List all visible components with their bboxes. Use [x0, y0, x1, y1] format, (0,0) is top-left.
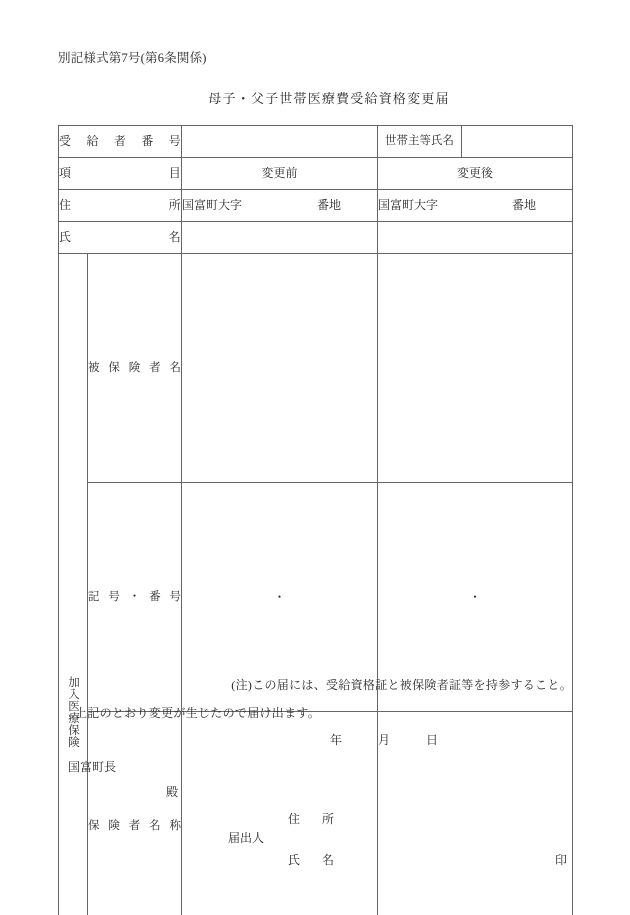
- name-after-value[interactable]: [378, 222, 573, 254]
- form-number: 別記様式第7号(第6条関係): [58, 51, 207, 65]
- addressee-honorific: 殿: [166, 785, 179, 799]
- statement-text: 上記のとおり変更が生じたので届け出ます。: [75, 706, 321, 720]
- submission-date-month: 月: [378, 733, 391, 747]
- address-after-value[interactable]: [378, 190, 573, 222]
- table-row-insured-name: [59, 254, 573, 483]
- address-before-value[interactable]: [182, 190, 378, 222]
- table-row-headers: [59, 158, 573, 190]
- table-row-address: [59, 190, 573, 222]
- applicant-label: 届出人: [228, 831, 265, 845]
- name-before-value[interactable]: [182, 222, 378, 254]
- table-row-name: [59, 222, 573, 254]
- address-before-prefix: 国富町大字: [182, 198, 243, 212]
- note-text: (注)この届には、受給資格証と被保険者証等を持参すること。: [231, 678, 572, 692]
- recipient-number-value[interactable]: [182, 126, 378, 158]
- insurance-symbol-number-before-value[interactable]: ・: [182, 483, 378, 712]
- addressee-mayor: 国富町長: [68, 760, 117, 774]
- address-after-suffix: 番地: [512, 198, 537, 212]
- table-row-recipient-number: [59, 126, 573, 158]
- submission-date-year: 年: [330, 733, 343, 747]
- householder-name-value[interactable]: [462, 126, 573, 158]
- householder-name-label: 世帯主等氏名: [378, 126, 462, 158]
- address-before-suffix: 番地: [317, 198, 342, 212]
- item-label: 項目: [59, 158, 182, 190]
- after-label: 変更後: [378, 158, 573, 190]
- insurance-symbol-number-label: 記号・番号: [88, 483, 182, 712]
- submission-date[interactable]: [330, 731, 474, 748]
- applicant-address-label: 住 所: [288, 812, 340, 826]
- seal-mark: 印: [555, 853, 568, 867]
- address-label: 住所: [59, 190, 182, 222]
- document-title: 母子・父子世帯医療費受給資格変更届: [208, 91, 450, 106]
- insured-name-after-value[interactable]: [378, 254, 573, 483]
- applicant-name-label: 氏 名: [288, 853, 340, 867]
- insurance-group-label: [59, 254, 88, 915]
- recipient-number-label: 受給者番号: [59, 126, 182, 158]
- name-label: 氏名: [59, 222, 182, 254]
- address-after-prefix: 国富町大字: [378, 198, 439, 212]
- change-notification-table: [58, 125, 573, 915]
- before-label: 変更前: [182, 158, 378, 190]
- submission-date-day: 日: [426, 733, 439, 747]
- insured-name-label: 被保険者名: [88, 254, 182, 483]
- insurance-symbol-number-after-value[interactable]: ・: [378, 483, 573, 712]
- insured-name-before-value[interactable]: [182, 254, 378, 483]
- insurance-group-text: 加入医療保険: [67, 675, 80, 748]
- insurer-name-label: 保険者名称: [88, 712, 182, 915]
